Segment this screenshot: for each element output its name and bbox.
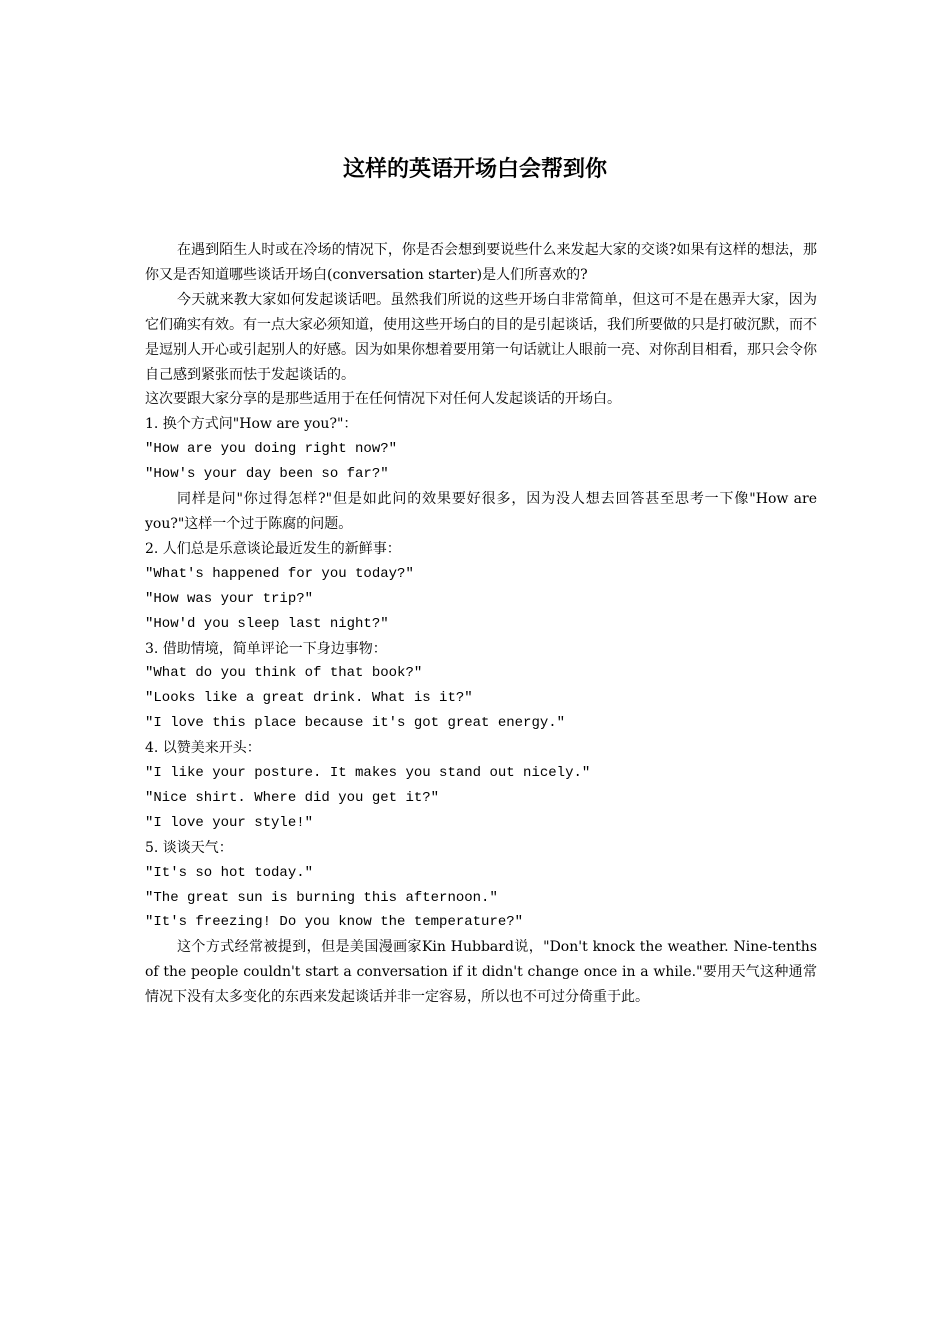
explanation-paragraph: 今天就来教大家如何发起谈话吧。虽然我们所说的这些开场白非常简单，但这可不是在愚弄大家，因为它们确实有效。有一点大家必须知道，使用这些开场白的目的是引起谈话，我们所要做的只是打破沉默，而不是逗别人开心或引起别人的好感。因为如果你想着要用第一句话就让人眼前一亮、对你刮目相看，那只会令你自己感到紧张而怯于发起谈话的。 <box>145 291 817 383</box>
document-body <box>145 238 817 1010</box>
section-4-heading: 4. 以赞美来开头： <box>145 740 261 757</box>
section-1-heading: 1. 换个方式问"How are you?"： <box>145 416 358 433</box>
document-title: 这样的英语开场白会帮到你 <box>342 157 607 182</box>
section-5-heading: 5. 谈谈天气： <box>145 839 233 856</box>
example-sentence: "What do you think of that book?" <box>145 665 423 682</box>
example-sentence: "It's so hot today." <box>145 864 314 881</box>
example-sentence: "I like your posture. It makes you stand out nicely." <box>145 765 591 782</box>
sharing-paragraph: 这次要跟大家分享的是那些适用于在任何情况下对任何人发起谈话的开场白。 <box>145 391 621 408</box>
example-sentence: "How'd you sleep last night?" <box>145 615 389 632</box>
example-sentence: "I love this place because it's got great energy." <box>145 715 566 732</box>
example-sentence: "Nice shirt. Where did you get it?" <box>145 789 440 806</box>
example-sentence: "How's your day been so far?" <box>145 466 389 483</box>
example-sentence: "What's happened for you today?" <box>145 565 414 582</box>
example-sentence: "It's freezing! Do you know the temperature?" <box>145 914 524 931</box>
closing-paragraph: 这个方式经常被提到，但是美国漫画家Kin Hubbard说，"Don't knock the weather. Nine-tenths of the people couldn't start a conversation if it didn't change once in a while."要用天气这种通常情况下没有太多变化的东西来发起谈话并非一定容易，所以也不可过分倚重于此。 <box>145 939 817 1006</box>
section-3-heading: 3. 借助情境，简单评论一下身边事物： <box>145 640 387 657</box>
example-sentence: "How are you doing right now?" <box>145 441 398 458</box>
intro-paragraph: 在遇到陌生人时或在冷场的情况下，你是否会想到要说些什么来发起大家的交谈?如果有这样的想法，那你又是否知道哪些谈话开场白(conversation starter)是人们所喜欢的? <box>145 242 817 283</box>
example-sentence: "Looks like a great drink. What is it?" <box>145 690 473 707</box>
example-sentence: "How was your trip?" <box>145 590 314 607</box>
section-2-heading: 2. 人们总是乐意谈论最近发生的新鲜事： <box>145 540 401 557</box>
section-1-note: 同样是问"你过得怎样?"但是如此问的效果要好很多，因为没人想去回答甚至思考一下像"How are you?"这样一个过于陈腐的问题。 <box>145 491 817 532</box>
example-sentence: "The great sun is burning this afternoon." <box>145 889 498 906</box>
example-sentence: "I love your style!" <box>145 814 314 831</box>
